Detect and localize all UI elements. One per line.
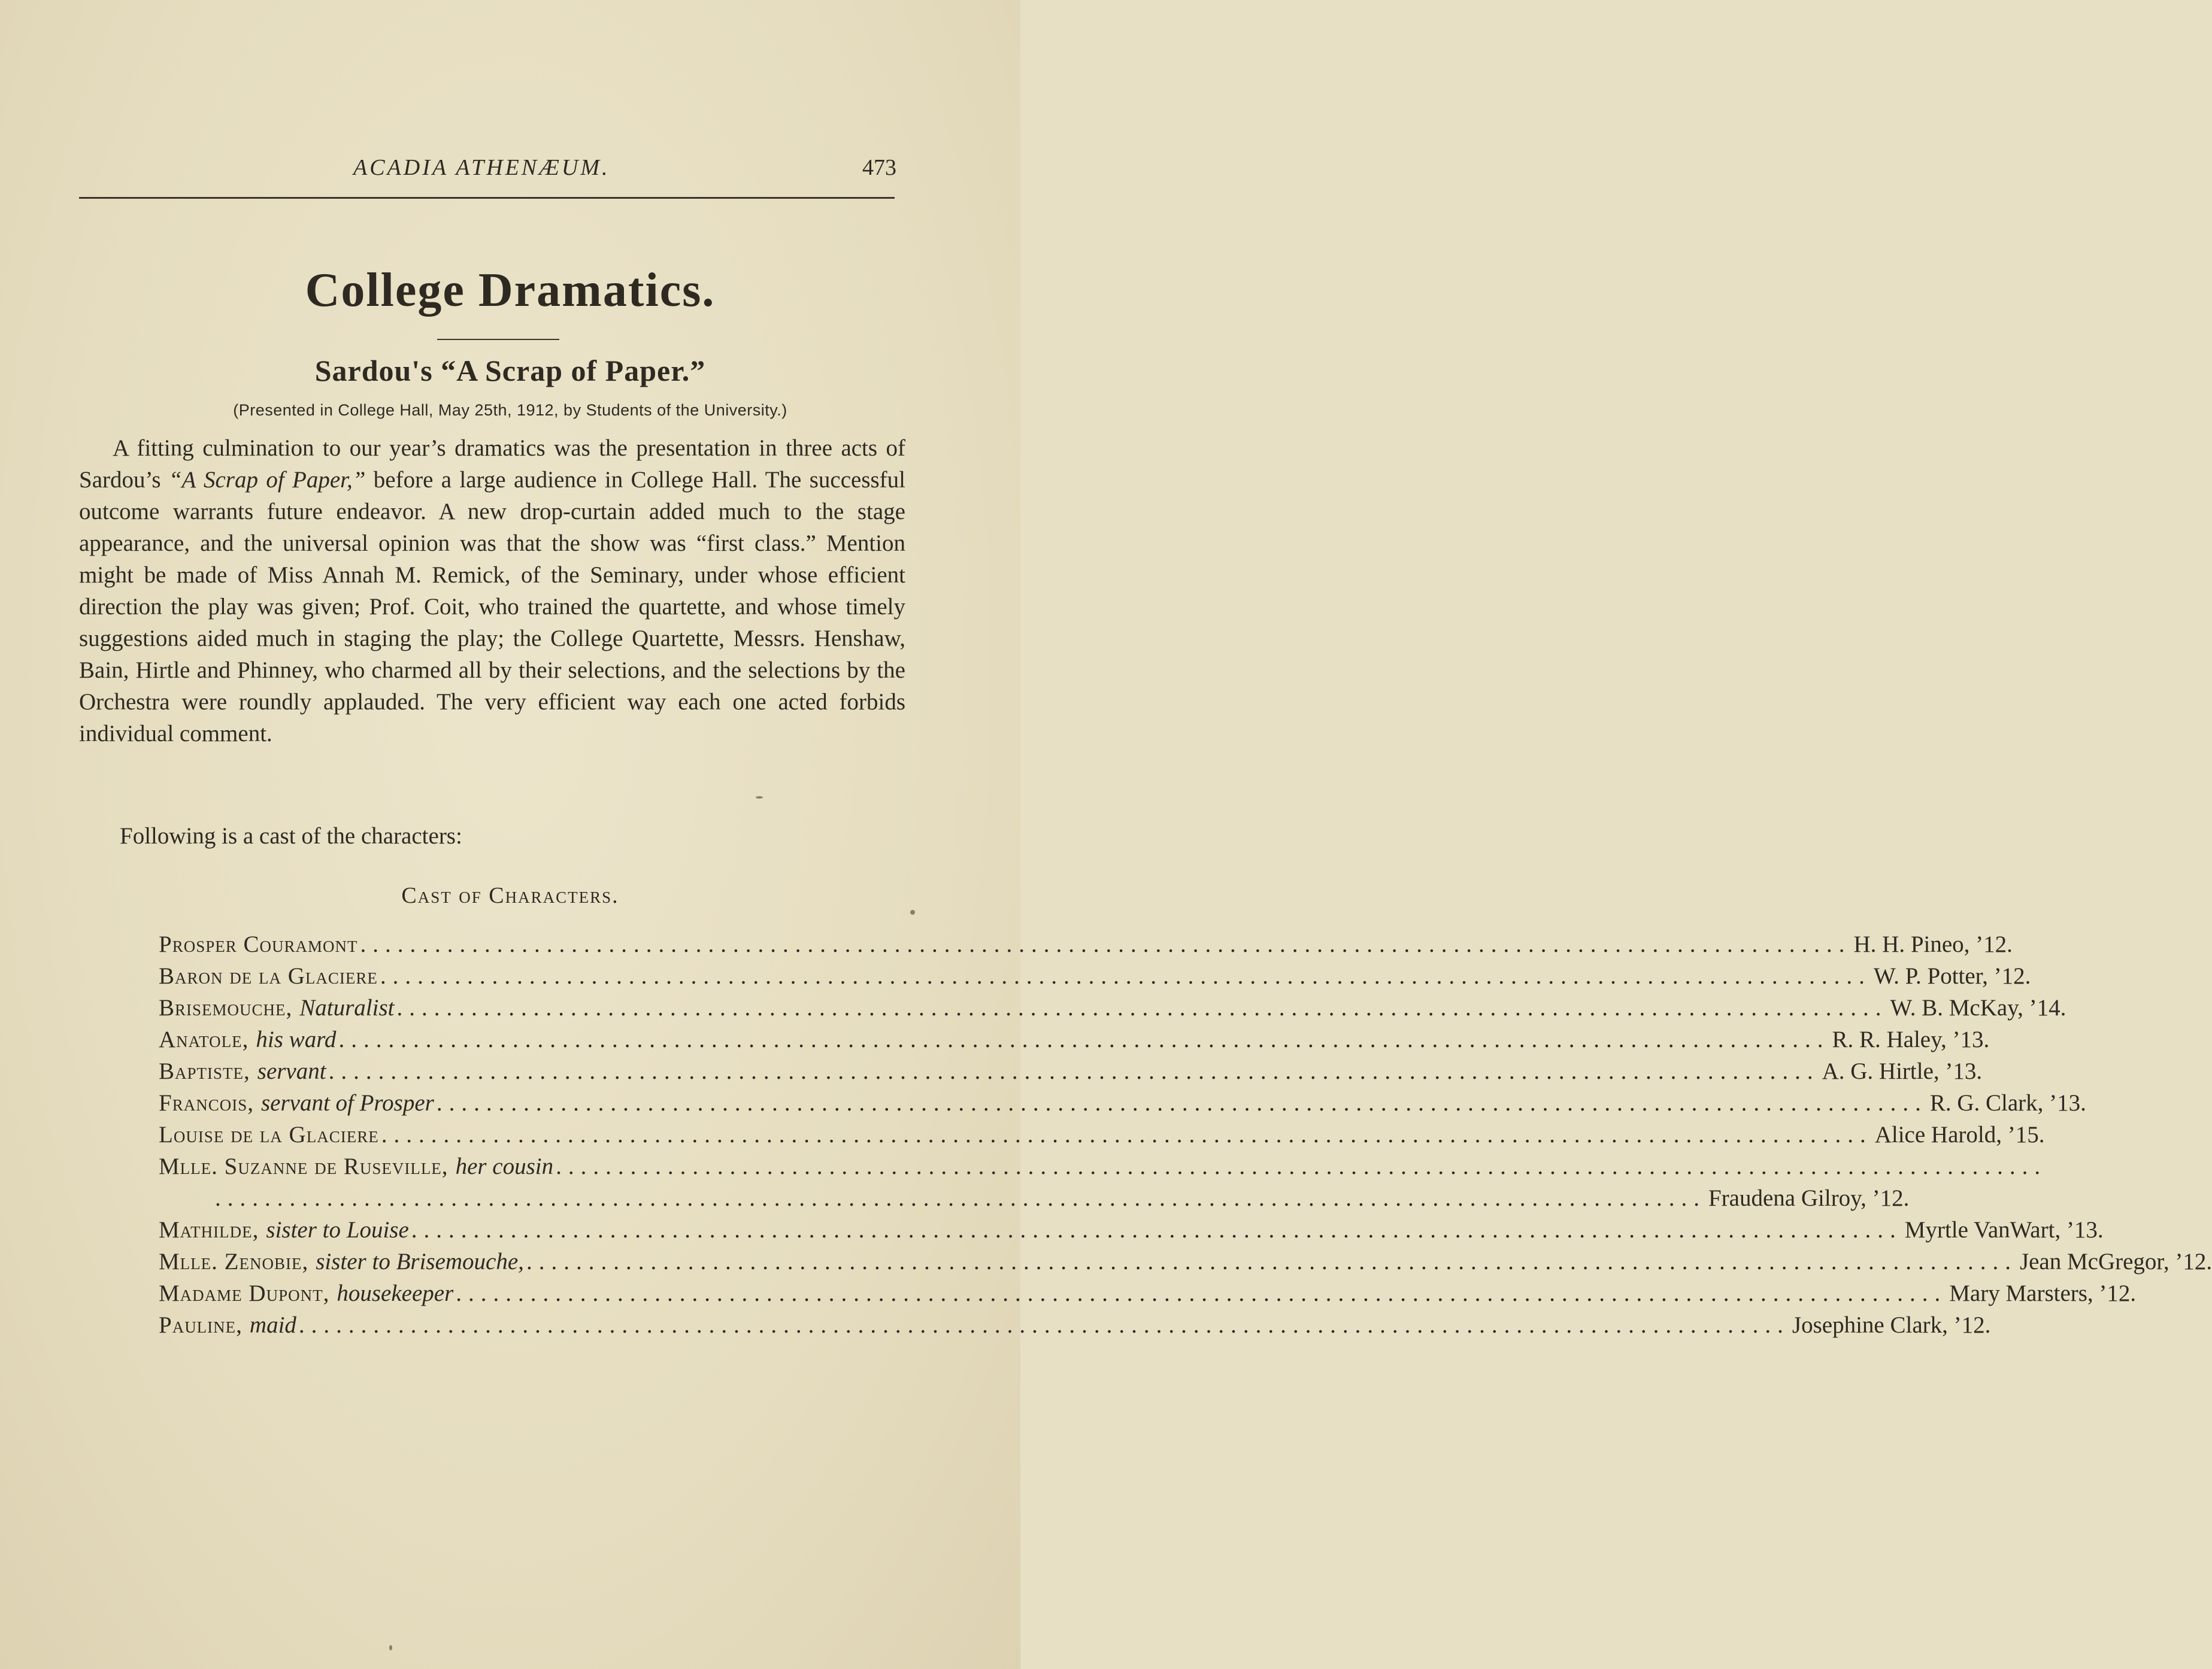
cast-role: Mlle. Suzanne de Ruseville, [159, 1154, 449, 1179]
cast-heading: Cast of Characters. [401, 883, 619, 908]
cast-role: Mathilde, [159, 1217, 259, 1243]
cast-role: Louise de la Glaciere [159, 1122, 379, 1148]
cast-actor: Myrtle VanWart, ’13. [1904, 1217, 2104, 1243]
cast-role: Francois, [159, 1090, 254, 1116]
dot-leader: ........................................................................................................................ [298, 1312, 1790, 1338]
dot-leader: ........................................................................................................................ [381, 1122, 1872, 1148]
cast-row [159, 1216, 2104, 1248]
paper-speck [756, 796, 763, 799]
cast-list [159, 931, 2212, 1343]
dot-leader: ........................................................................................................................ [360, 931, 1852, 957]
dot-leader: ........................................................................................................................ [456, 1280, 1947, 1306]
cast-actor: Fraudena Gilroy, ’12. [1708, 1185, 1910, 1211]
dot-leader: ........................................................................................................................ [526, 1249, 2017, 1274]
cast-role: Pauline, [159, 1312, 243, 1338]
cast-actor: R. R. Haley, ’13. [1832, 1027, 1990, 1052]
cast-row [159, 1280, 2137, 1312]
cast-actor: R. G. Clark, ’13. [1929, 1090, 2086, 1116]
cast-role: Baron de la Glaciere [159, 963, 378, 989]
article-subtitle: Sardou's “A Scrap of Paper.” [314, 354, 706, 387]
cast-role: Prosper Couramont [159, 931, 358, 957]
cast-role-description: his ward [256, 1027, 337, 1052]
paper-speck [910, 910, 915, 915]
header-rule [79, 197, 895, 199]
dot-leader: ........................................................................................................................ [556, 1154, 2047, 1179]
cast-row [159, 1121, 2045, 1153]
cast-role-description: servant [257, 1058, 326, 1084]
body-text-part: before a large audience in College Hall. The successful outcome warrants future endeavor. A new drop-curtain added much to the stage appearance, and the universal opinion was that the show was “first class.” Mention might be made of Miss Annah M. Remick, of the Seminary, under whose efficient direction the play was given; Prof. Coit, who trained the quartette, and whose timely suggestions aided much in staging the play; the College Quartette, Messrs. Henshaw, Bain, Hirtle and Phinney, who charmed all by their selections, and the selections by the Orchestra were roundly applauded. The very efficient way each one acted forbids individual comment. [79, 467, 905, 747]
cast-row [159, 1185, 1910, 1216]
body-text-part: A fitting culmination to our year’s dramatics was the presentation in three acts of Sardou’s [79, 435, 905, 493]
cast-actor: Alice Harold, ’15. [1874, 1122, 2045, 1148]
cast-row [159, 1153, 2047, 1185]
cast-role-description: maid [249, 1312, 296, 1338]
dot-leader: ........................................................................................................................ [328, 1058, 1820, 1084]
cast-actor: W. B. McKay, ’14. [1890, 995, 2066, 1021]
cast-actor: Jean McGregor, ’12. [2019, 1249, 2212, 1274]
cast-row [159, 1026, 1990, 1058]
dot-leader: ........................................................................................................................ [338, 1027, 1830, 1052]
dot-leader: ........................................................................................................................ [411, 1217, 1902, 1243]
cast-role: Brisemouche, [159, 995, 293, 1021]
presented-note: (Presented in College Hall, May 25th, 1912, by Students of the University.) [233, 401, 787, 419]
dot-leader: ........................................................................................................................ [215, 1185, 1706, 1211]
cast-role: Mlle. Zenobie, [159, 1249, 309, 1274]
cast-row [159, 1248, 2212, 1280]
cast-role-description: her cousin [455, 1154, 554, 1179]
play-title-italic: “A Scrap of Paper,” [168, 467, 366, 493]
cast-role-description: servant of Prosper [260, 1090, 434, 1116]
cast-row [159, 1058, 1983, 1090]
cast-role: Anatole, [159, 1027, 249, 1052]
cast-row [159, 1090, 2086, 1121]
dot-leader: ........................................................................................................................ [436, 1090, 1928, 1116]
cast-intro: Following is a cast of the characters: [120, 823, 462, 849]
article-title: College Dramatics. [305, 264, 716, 317]
running-head: ACADIA ATHENÆUM. [353, 155, 610, 180]
paper-speck [389, 1645, 392, 1650]
cast-row [159, 1312, 1991, 1343]
body-paragraph [79, 432, 905, 749]
cast-role: Baptiste, [159, 1058, 250, 1084]
cast-role-description: housekeeper [337, 1280, 454, 1306]
cast-actor: Josephine Clark, ’12. [1792, 1312, 1991, 1338]
cast-role: Madame Dupont, [159, 1280, 330, 1306]
cast-actor: W. P. Potter, ’12. [1873, 963, 2031, 989]
cast-actor: H. H. Pineo, ’12. [1853, 931, 2013, 957]
page-number: 473 [862, 155, 896, 180]
dot-leader: ........................................................................................................................ [380, 963, 1871, 989]
cast-role-description: Naturalist [299, 995, 395, 1021]
cast-role-description: sister to Louise [266, 1217, 409, 1243]
dot-leader: ........................................................................................................................ [396, 995, 1888, 1021]
cast-row [159, 994, 2066, 1026]
cast-row [159, 963, 2031, 994]
cast-row [159, 931, 2013, 963]
cast-actor: Mary Marsters, ’12. [1949, 1280, 2137, 1306]
title-rule [437, 339, 559, 340]
cast-actor: A. G. Hirtle, ’13. [1822, 1058, 1983, 1084]
cast-role-description: sister to Brisemouche, [316, 1249, 524, 1274]
